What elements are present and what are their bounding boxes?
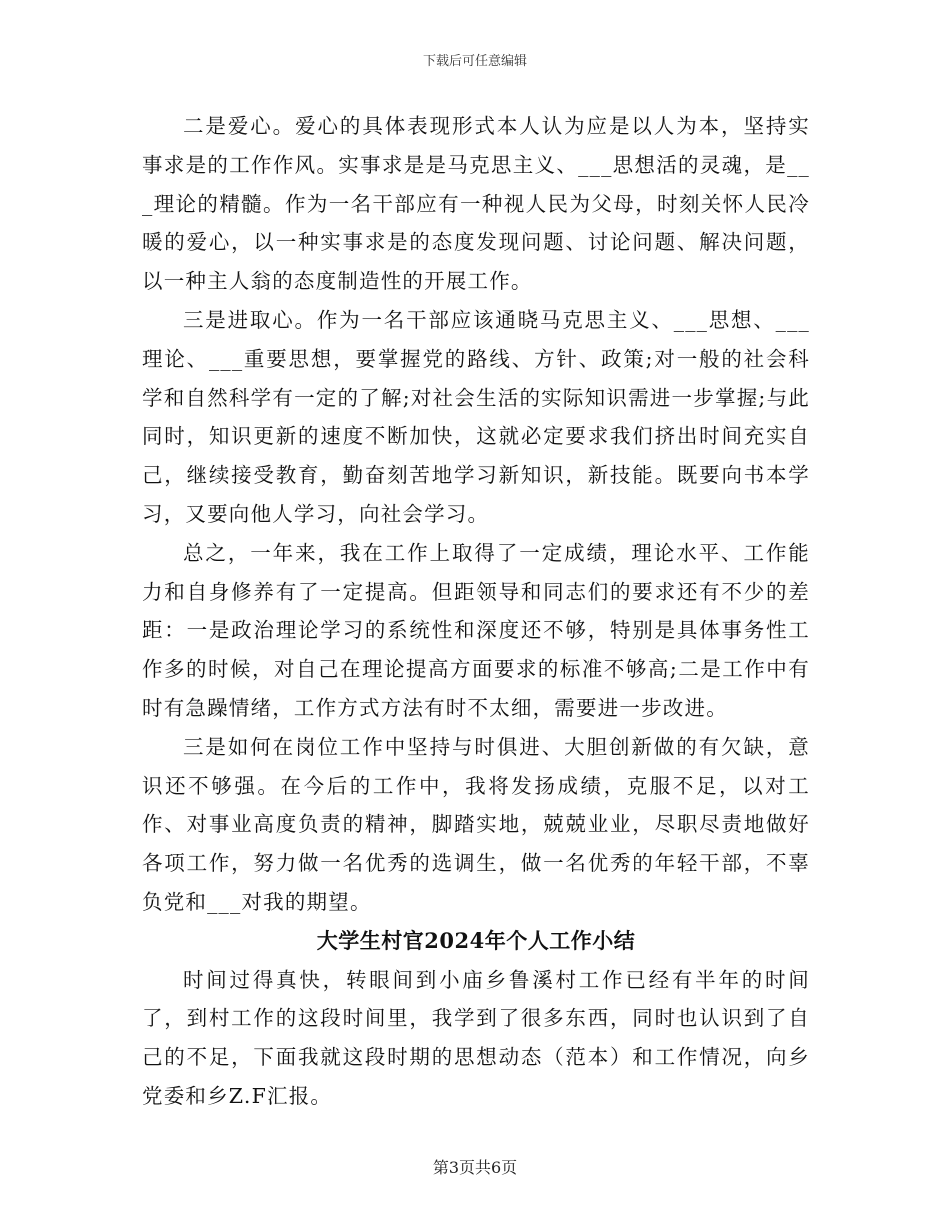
page-number: 第3页共6页: [432, 1158, 518, 1177]
paragraph-summary: 总之，一年来，我在工作上取得了一定成绩，理论水平、工作能力和自身修养有了一定提高。但距领导和同志们的要求还有不少的差距：一是政治理论学习的系统性和深度还不够，特别是具体事务性工作多的时候，对自己在理论提高方面要求的标准不够高;二是工作中有时有急躁情绪，工作方式方法有时不太细，需要进一步改进。: [142, 540, 810, 720]
paragraph-intro: 时间过得真快，转眼间到小庙乡鲁溪村工作已经有半年的时间了，到村工作的这段时间里，我学到了很多东西，同时也认识到了自己的不足，下面我就这段时期的思想动态（范本）和工作情况，向乡党委和乡Z.F汇报。: [142, 967, 810, 1108]
section-title: 大学生村官2024年个人工作小结: [316, 927, 636, 953]
paragraph-ambition: 三是进取心。作为一名干部应该通晓马克思主义、___思想、___理论、___重要思想，要掌握党的路线、方针、政策;对一般的社会科学和自然科学有一定的了解;对社会生活的实际知识需进一步掌握;与此同时，知识更新的速度不断加快，这就必定要求我们挤出时间充实自己，继续接受教育，勤奋刻苦地学习新知识，新技能。既要向书本学习，又要向他人学习，向社会学习。: [142, 307, 810, 526]
paragraph-shortcomings: 三是如何在岗位工作中坚持与时俱进、大胆创新做的有欠缺，意识还不够强。在今后的工作中，我将发扬成绩，克服不足，以对工作、对事业高度负责的精神，脚踏实地，兢兢业业，尽职尽责地做好各项工作，努力做一名优秀的选调生，做一名优秀的年轻干部，不辜负党和___对我的期望。: [142, 734, 810, 914]
paragraph-love: 二是爱心。爱心的具体表现形式本人认为应是以人为本，坚持实事求是的工作作风。实事求是是马克思主义、___思想活的灵魂，是___理论的精髓。作为一名干部应有一种视人民为父母，时刻关怀人民冷暖的爱心，以一种实事求是的态度发现问题、讨论问题、解决问题，以一种主人翁的态度制造性的开展工作。: [142, 114, 810, 294]
document-body: [142, 107, 810, 1116]
page-header: 下载后可任意编辑: [422, 54, 527, 69]
